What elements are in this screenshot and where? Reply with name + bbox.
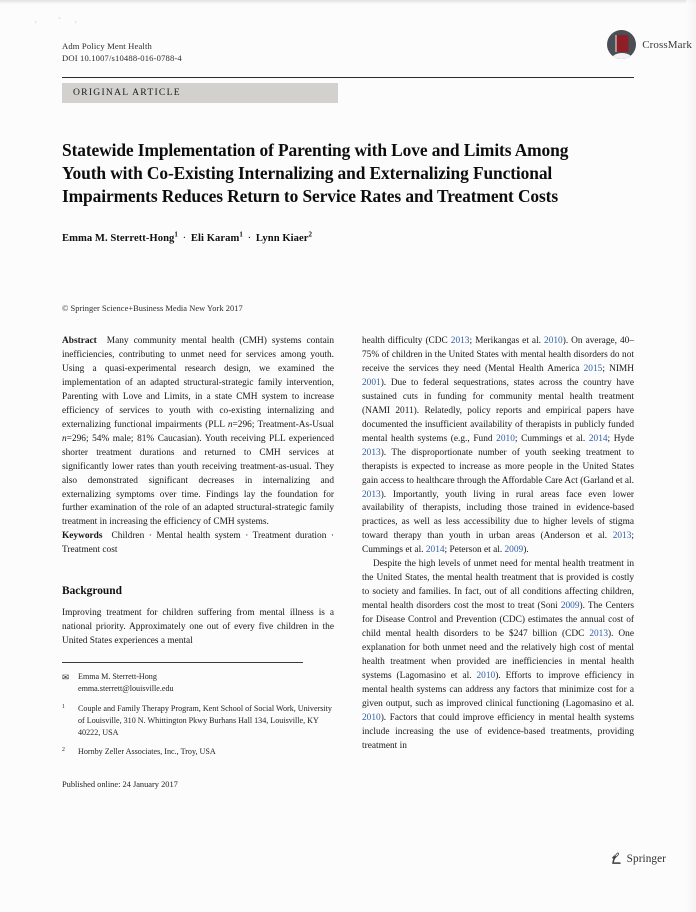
author-list [62,230,634,244]
keywords-text: Children · Mental health system · Treatment duration · Treatment cost [62,531,335,556]
abstract-n-italic-2: n [62,433,67,444]
corresponding-author-name: Emma M. Sterrett-Hong [78,672,157,682]
citation-year-link[interactable]: 2013 [589,629,609,640]
citation-year-link[interactable]: 2009 [504,545,524,556]
keywords-label: Keywords [62,531,103,542]
right-column-paragraph-2 [362,558,634,754]
abstract-block [62,335,334,531]
envelope-icon: ✉ [62,672,70,683]
footnote-divider [62,662,303,663]
author-entry [190,230,246,244]
citation-year-link[interactable]: 2015 [583,363,603,374]
citation-year-link[interactable]: 2014 [588,433,608,444]
paragraph-text: ). Due to federal sequestrations, states across the country have sustained cuts in funding for community mental health treatment (NAMI 2011). Relatedly, policy reports and empirical papers have documented the insufficient availability of therapists in publicly funded mental health systems (e.g., Fund [362,377,634,444]
affiliation-marker-number: 1 [62,703,65,710]
page-content [62,0,634,789]
affiliation-text: Couple and Family Therapy Program, Kent School of Social Work, University of Louisville, 310 N. Whittington Pkwy Burhans Hall 134, Louisville, KY 40222, USA [78,703,332,737]
scan-speck: ʳ [75,18,77,28]
author-entry [62,230,181,244]
author-affiliation-marker: 2 [308,230,313,239]
right-column [362,335,634,789]
crossmark-label: CrossMark [642,38,692,51]
copyright-line: © Springer Science+Business Media New York 2017 [62,303,243,313]
abstract-text-part-1: Many community mental health (CMH) systems contain inefficiencies, contributing to unmet need for services among youth. Using a quasi-experimental research design, we examined the implementation of an adapted structural-strategic family intervention, Parenting with Love and Limits, in a state CMH system to increase efficiency of services to youth with co-existing internalizing and externalizing functional impairments (PLL [62,335,334,430]
abstract-label: Abstract [62,335,97,346]
paragraph-text: ; Merikangas et al. [469,335,545,346]
doi-line: DOI 10.1007/s10488-016-0788-4 [62,53,182,64]
affiliation-text: Hornby Zeller Associates, Inc., Troy, USA [78,747,216,757]
page-title: Statewide Implementation of Parenting with Love and Limits Among Youth with Co-Existing Internalizing and Externalizing Functional Impairments Reduces Return to Service Rates and Treatment Costs [62,139,569,207]
author-affiliation-marker: 1 [239,230,243,239]
published-online-date: Published online: 24 January 2017 [62,780,178,790]
corresponding-author-body [78,671,334,695]
article-type-label: ORIGINAL ARTICLE [73,87,181,99]
author-name: Eli Karam [190,232,240,244]
author-affiliation-marker: 1 [174,230,178,239]
paragraph-text: ; Cummings et al. [514,433,589,444]
citation-year-link[interactable]: 2010 [476,671,496,682]
author-name: Lynn Kiaer [255,232,309,244]
citation-year-link[interactable]: 2010 [362,713,381,724]
citation-year-link[interactable]: 2010 [544,335,563,346]
corresponding-author-email[interactable]: emma.sterrett@louisville.edu [78,684,174,694]
right-column-paragraph-1 [362,335,634,559]
keywords-block [62,530,334,558]
author-separator: · [247,232,252,244]
citation-year-link[interactable]: 2013 [362,489,381,500]
author-entry [255,230,313,244]
abstract-stat-2: =296; 54% male; 81% Caucasian). Youth receiving PLL experienced shorter treatment durations and returned to CMH services at significantly lower rates than youth receiving treatment-as-usual. They also demonstrated significant decreases in internalizing and externalizing symptoms over time. Findings lay the foundation for further examination of the role of an adapted structural-strategic family treatment in increasing the efficiency of CMH systems. [62,433,334,528]
paragraph-text: ; Peterson et al. [444,545,505,556]
journal-name: Adm Policy Ment Health [62,41,152,51]
citation-year-link[interactable]: 2013 [450,335,470,346]
article-type-banner [62,83,338,103]
affiliation-footnote [62,746,334,758]
section-heading-background: Background [62,585,122,598]
paragraph-text: ). The disproportionate number of youth seeking treatment to therapists is expected to increase as more people in the United States gain access to healthcare through the Affordable Care Act (Garland et al. [362,447,634,486]
body-columns [62,335,634,789]
paragraph-text: ). One explanation for both unmet need and the relatively high cost of mental health treatment when provided are inefficiencies in mental health systems (Lagomasino et al. [362,629,634,682]
springer-logo [610,852,666,865]
author-name: Emma M. Sterrett-Hong [62,232,175,244]
paragraph-text: ). On average, 40–75% of children in the United States with mental health disorders do not receive the services they need (Mental Health America [362,335,635,374]
paragraph-text: ). Efforts to improve efficiency in mental health systems can address any factors that minimize cost for a given output, such as improved clinical functioning (Lagomasino et al. [362,671,634,710]
affiliation-marker-number: 2 [62,747,65,754]
background-paragraph-1: Improving treatment for children suffering from mental illness is a national priority. Approximately one out of every five children in the United States experiences a mental [62,608,334,647]
citation-year-link[interactable]: 2009 [560,601,580,612]
abstract-stat-1: =296; Treatment-As-Usual [232,419,334,430]
affiliation-marker [62,746,78,758]
abstract-n-italic-1: n [227,419,233,430]
citation-year-link[interactable]: 2013 [362,447,381,458]
corresponding-author-footnote [62,671,334,695]
paragraph-text: ; Cummings et al. [362,531,634,556]
citation-year-link[interactable]: 2013 [612,531,632,542]
paragraph-text: ). The Centers for Disease Control and Prevention (CDC) estimates the annual cost of child mental health disorders to be $247 billion (CDC [362,601,634,640]
paragraph-text: Despite the high levels of unmet need for mental health treatment in the United States, the mental health treatment that is provided is costly to society and families. In fact, out of all conditions affecting children, mental health disorders cost the most to treat (Soni [362,559,634,612]
paragraph-text: health difficulty (CDC [362,335,451,346]
left-column [62,335,334,789]
affiliation-marker [62,703,78,738]
springer-knight-icon [610,852,623,865]
paragraph-text: ). [523,545,529,556]
springer-label: Springer [626,852,666,865]
citation-year-link[interactable]: 2001 [362,377,381,388]
scan-speck: ˜ [58,16,61,26]
citation-year-link[interactable]: 2014 [425,545,445,556]
paragraph-text: ). Importantly, youth living in rural areas face even lower availability of therapists, including those trained in evidence-based practices, as well as less accessibility due to higher levels of stigma toward therapy than youth in urban areas (Anderson et al. [362,489,634,542]
scan-right-edge-artifact [686,0,696,912]
scan-speck: ʳ [35,18,37,28]
paragraph-text: ). Factors that could improve efficiency in mental health systems include increasing the use of evidence-based treatments, providing treatment in [362,713,634,751]
running-head [62,0,634,65]
paragraph-text: ; Hyde [607,433,635,444]
affiliation-footnote [62,703,334,738]
paragraph-text: ; NIMH [602,363,634,374]
header-divider [62,77,634,78]
citation-year-link[interactable]: 2010 [496,433,515,444]
author-separator: · [182,232,187,244]
